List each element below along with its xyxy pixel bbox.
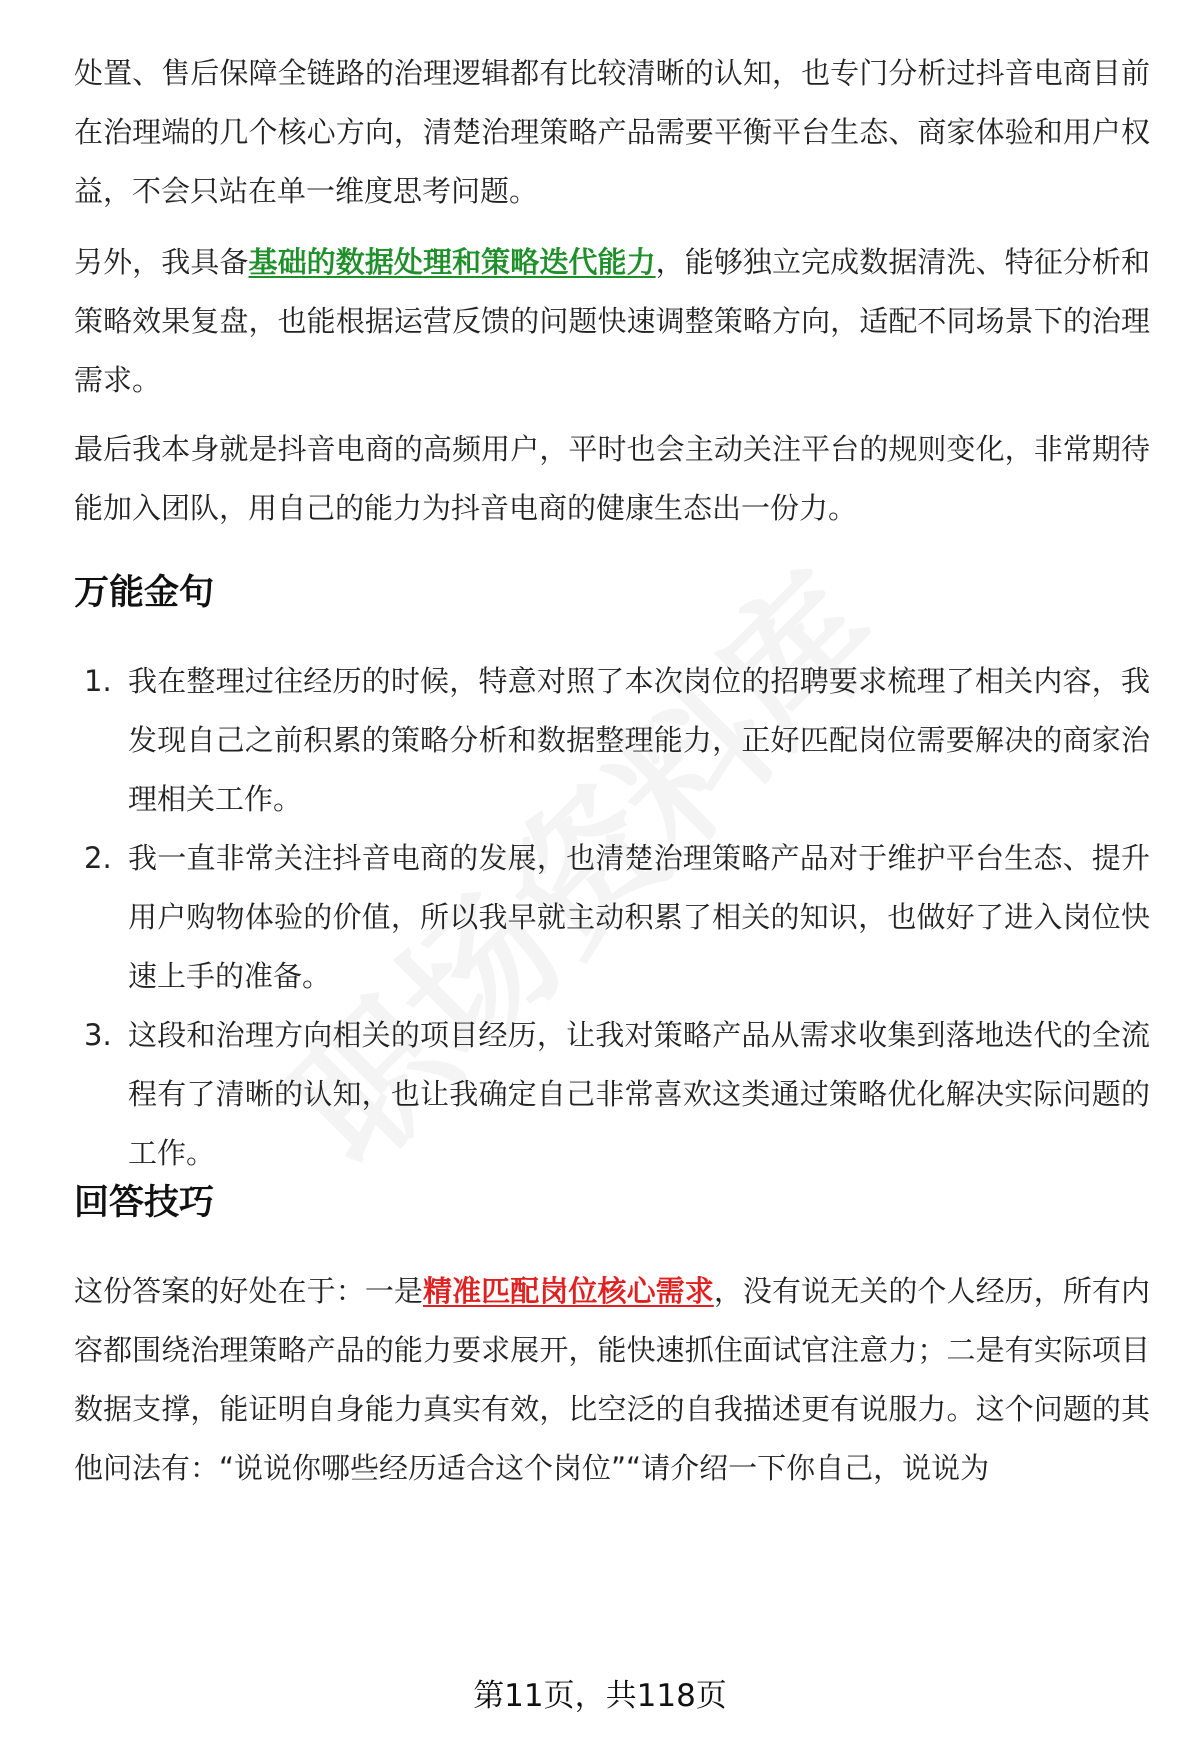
paragraph-data-ability: [74, 233, 1150, 410]
list-number: 1.: [84, 664, 112, 698]
section-title-golden-sentences: 万能金句: [74, 573, 215, 613]
list-item: [74, 829, 1150, 1006]
paragraph-text: 另外，我具备: [74, 245, 249, 279]
page-number-footer: 第11页，共118页: [473, 1678, 727, 1714]
list-item: [74, 1006, 1150, 1183]
list-item: [74, 652, 1150, 829]
paragraph-answer-tips: [74, 1262, 1150, 1498]
list-item-text: 我一直非常关注抖音电商的发展，也清楚治理策略产品对于维护平台生态、提升用户购物体验的价值，所以我早就主动积累了相关的知识，也做好了进入岗位快速上手的准备。: [128, 841, 1150, 993]
highlight-data-ability: 基础的数据处理和策略迭代能力: [248, 245, 656, 279]
highlight-core-needs: 精准匹配岗位核心需求: [423, 1274, 714, 1308]
paragraph-text: ，没有说无关的个人经历，所有内容都围绕治理策略产品的能力要求展开，能快速抓住面试官注意力；二是有实际项目数据支撑，能证明自身能力真实有效，比空泛的自我描述更有说服力。这个问题的其他问法有：“说说你哪些经历适合这个岗位”“请介绍一下你自己，说说为: [74, 1274, 1150, 1485]
paragraph-closing: 最后我本身就是抖音电商的高频用户，平时也会主动关注平台的规则变化，非常期待能加入团队，用自己的能力为抖音电商的健康生态出一份力。: [74, 432, 1150, 525]
golden-sentences-list: [74, 652, 1150, 1183]
paragraph-text: ，能够独立完成数据清洗、特征分析和策略效果复盘，也能根据运营反馈的问题快速调整策略方向，适配不同场景下的治理需求。: [74, 245, 1150, 397]
list-number: 2.: [84, 841, 112, 875]
list-item-text: 我在整理过往经历的时候，特意对照了本次岗位的招聘要求梳理了相关内容，我发现自己之前积累的策略分析和数据整理能力，正好匹配岗位需要解决的商家治理相关工作。: [128, 664, 1150, 816]
section-title-answer-tips: 回答技巧: [74, 1183, 215, 1223]
paragraph-governance-logic: 处置、售后保障全链路的治理逻辑都有比较清晰的认知，也专门分析过抖音电商目前在治理端的几个核心方向，清楚治理策略产品需要平衡平台生态、商家体验和用户权益，不会只站在单一维度思考问题。: [74, 56, 1150, 208]
list-item-text: 这段和治理方向相关的项目经历，让我对策略产品从需求收集到落地迭代的全流程有了清晰的认知，也让我确定自己非常喜欢这类通过策略优化解决实际问题的工作。: [128, 1018, 1150, 1170]
list-number: 3.: [84, 1018, 112, 1052]
paragraph-text: 这份答案的好处在于：一是: [74, 1274, 423, 1308]
